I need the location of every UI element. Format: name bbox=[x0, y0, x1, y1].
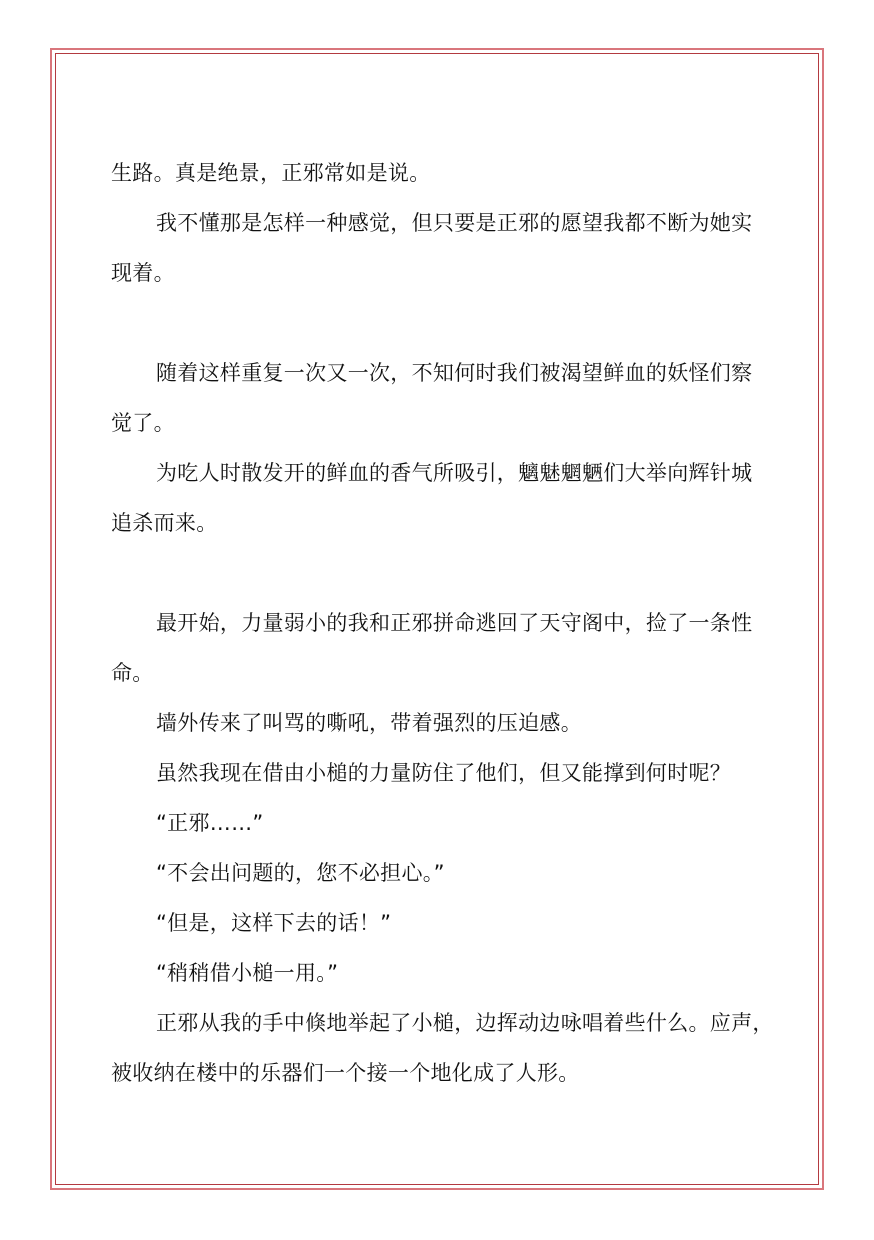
paragraph-gap bbox=[111, 548, 771, 598]
paragraph-gap bbox=[111, 298, 771, 348]
text-line: 命。 bbox=[111, 661, 154, 685]
dialogue-line: “正邪……” bbox=[156, 811, 264, 835]
text-line: 虽然我现在借由小槌的力量防住了他们，但又能撑到何时呢？ bbox=[156, 761, 732, 785]
dialogue-line: “但是，这样下去的话！” bbox=[156, 911, 392, 935]
text-line: 我不懂那是怎样一种感觉，但只要是正邪的愿望我都不断为她实 bbox=[156, 211, 753, 235]
text-line: 墙外传来了叫骂的嘶吼，带着强烈的压迫感。 bbox=[156, 711, 582, 735]
text-line: 现着。 bbox=[111, 261, 175, 285]
text-line: 觉了。 bbox=[111, 411, 175, 435]
dialogue-line: “稍稍借小槌一用。” bbox=[156, 961, 339, 985]
text-line: 随着这样重复一次又一次，不知何时我们被渴望鲜血的妖怪们察 bbox=[156, 361, 753, 385]
dialogue-line: “不会出问题的，您不必担心。” bbox=[156, 861, 445, 885]
text-line: 生路。真是绝景，正邪常如是说。 bbox=[111, 161, 431, 185]
text-line: 被收纳在楼中的乐器们一个接一个地化成了人形。 bbox=[111, 1061, 580, 1085]
text-line: 追杀而来。 bbox=[111, 511, 218, 535]
page-body-text bbox=[111, 148, 774, 1098]
text-line: 正邪从我的手中倏地举起了小槌，边挥动边咏唱着些什么。应声， bbox=[156, 1011, 774, 1035]
text-line: 为吃人时散发开的鲜血的香气所吸引，魑魅魍魉们大举向辉针城 bbox=[156, 461, 753, 485]
text-line: 最开始，力量弱小的我和正邪拼命逃回了天守阁中，捡了一条性 bbox=[156, 611, 753, 635]
